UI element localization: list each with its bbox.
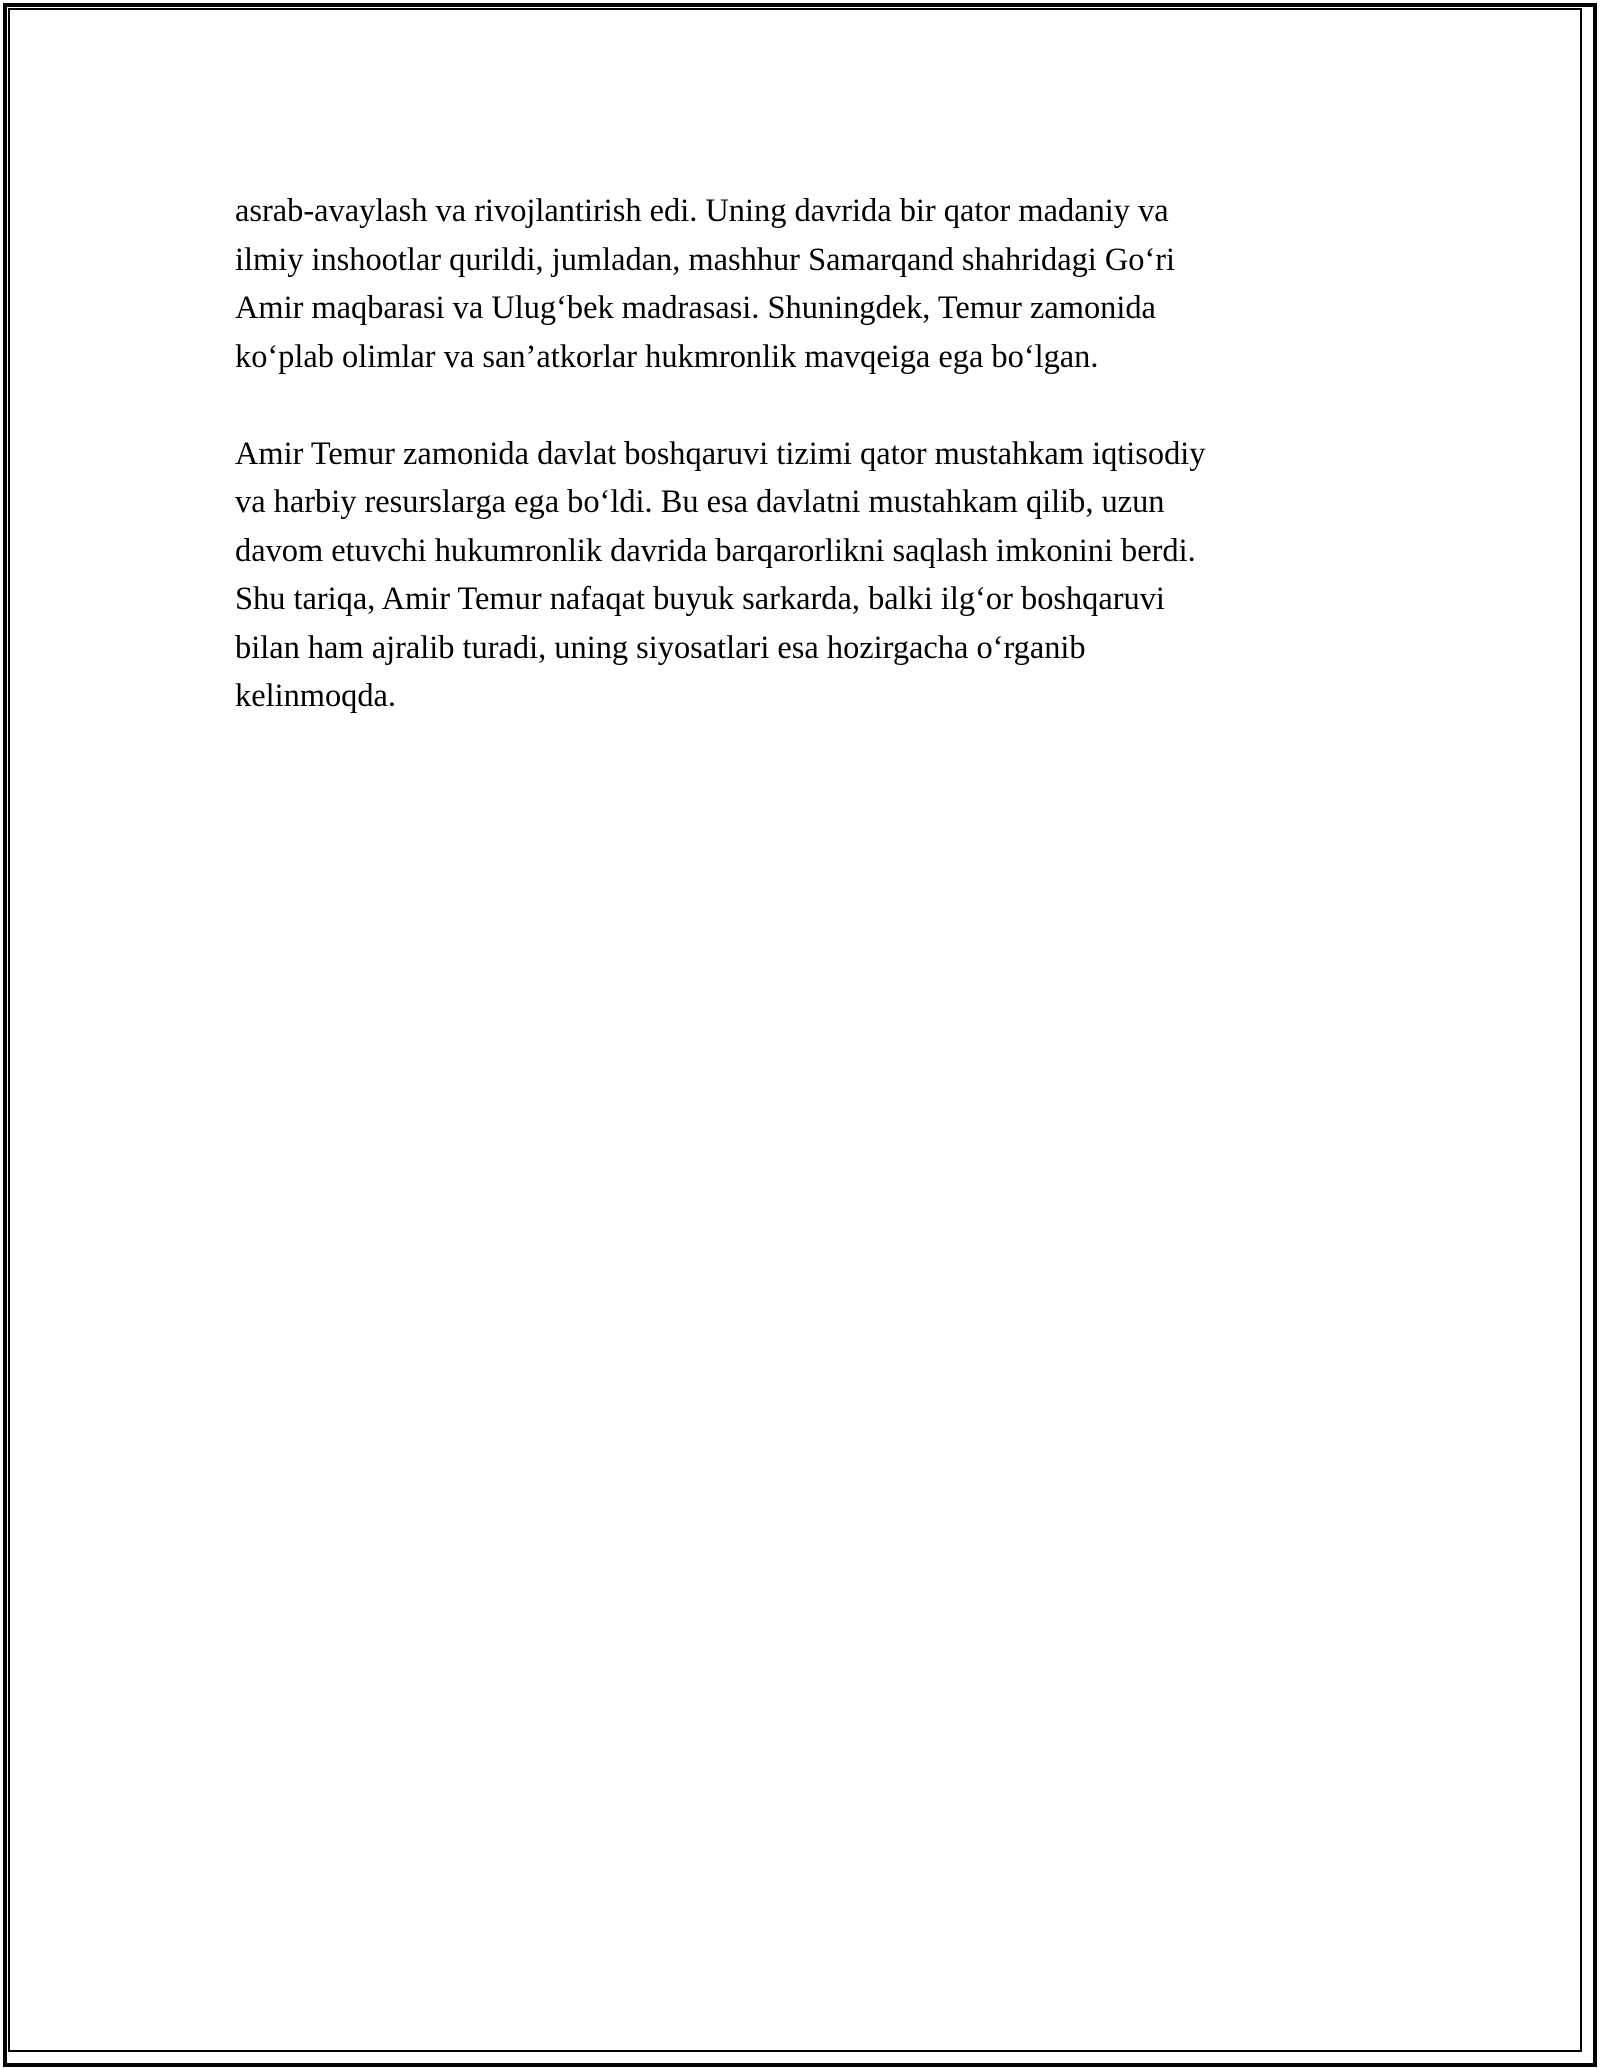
paragraph-2 xyxy=(235,430,1365,721)
text-line: asrab-avaylash va rivojlantirish edi. Uning davrida bir qator madaniy va xyxy=(235,193,1169,229)
document-body xyxy=(235,187,1365,721)
text-line: kelinmoqda. xyxy=(235,678,397,714)
paragraph-spacer xyxy=(235,381,1365,430)
text-line: Amir Temur zamonida davlat boshqaruvi tizimi qator mustahkam iqtisodiy xyxy=(235,435,1206,472)
text-line: davom etuvchi hukumronlik davrida barqarorlikni saqlash imkonini berdi. xyxy=(235,532,1196,569)
text-line: ko‘plab olimlar va san’atkorlar hukmronlik mavqeiga ega bo‘lgan. xyxy=(235,338,1099,375)
paragraph-1 xyxy=(235,187,1365,381)
text-line: va harbiy resurslarga ega bo‘ldi. Bu esa davlatni mustahkam qilib, uzun xyxy=(235,484,1165,520)
text-line: Amir maqbarasi va Ulug‘bek madrasasi. Shuningdek, Temur zamonida xyxy=(235,290,1156,326)
text-line: bilan ham ajralib turadi, uning siyosatlari esa hozirgacha o‘rganib xyxy=(235,629,1086,666)
text-line: ilmiy inshootlar qurildi, jumladan, mashhur Samarqand shahridagi Go‘ri xyxy=(235,241,1176,278)
text-line: Shu tariqa, Amir Temur nafaqat buyuk sarkarda, balki ilg‘or boshqaruvi xyxy=(235,581,1165,617)
